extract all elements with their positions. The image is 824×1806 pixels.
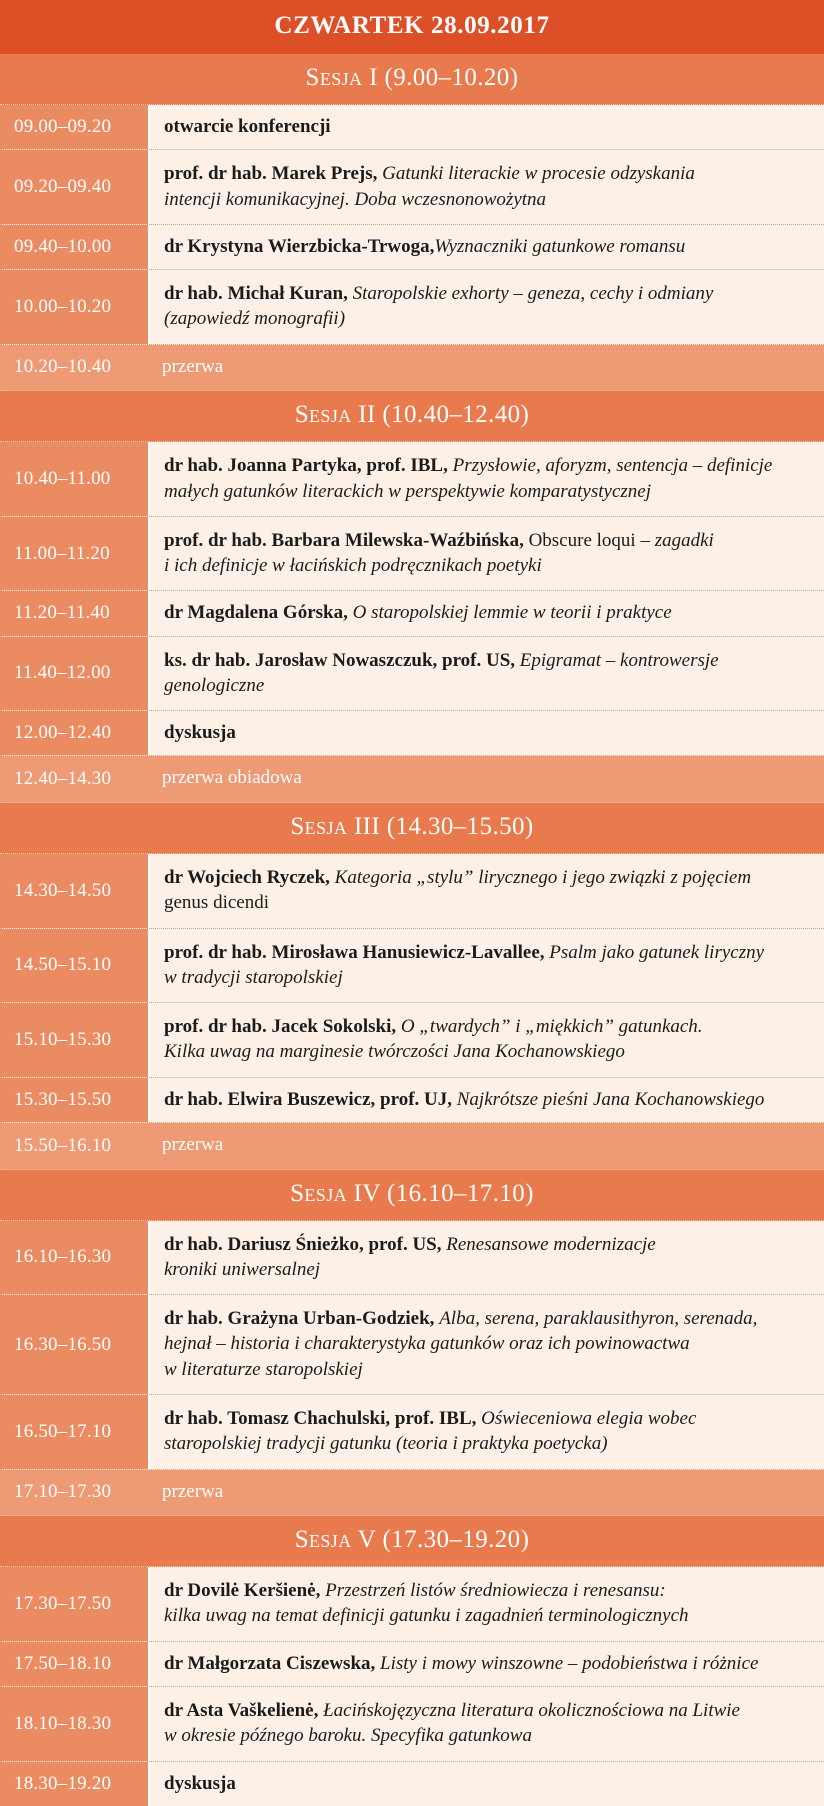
talk-title: Alba, serena, paraklausithyron, serenada, [439,1308,758,1330]
row-text-line [164,1306,808,1331]
row-time: 17.30–17.50 [0,1567,148,1641]
talk-title-roman: Obscure loqui [528,529,641,551]
row-content [148,929,824,1003]
break-row [0,756,824,803]
talk-title: – zagadki [640,529,714,551]
row-text-line [164,720,808,745]
talk-title: O „twardych” i „miękkich” gatunkach. [400,1016,703,1038]
row-text-line [164,673,808,698]
row-time: 16.30–16.50 [0,1295,148,1394]
row-time: 18.30–19.20 [0,1762,148,1806]
row-time: 09.20–09.40 [0,150,148,224]
row-text-line [164,453,808,478]
schedule-row [0,1003,824,1078]
speaker-name: dr hab. Michał Kuran, [164,283,353,305]
row-text-line [164,479,808,504]
row-text-line [164,1087,808,1112]
speaker-name: dr Wojciech Ryczek, [164,867,335,889]
break-time: 15.50–16.10 [14,1134,112,1156]
row-text-line [164,528,808,553]
talk-title: staropolskiej tradycji gatunku (teoria i praktyka poetycka) [164,1433,608,1455]
schedule-row [0,1395,824,1470]
row-text-line [164,965,808,990]
break-time: 10.20–10.40 [14,356,112,378]
schedule-row [0,225,824,270]
speaker-name: dyskusja [164,1772,236,1794]
row-text-line [164,1603,808,1628]
schedule-row [0,517,824,592]
talk-title: Kilka uwag na marginesie twórczości Jana Kochanowskiego [164,1041,625,1063]
row-text-line [164,553,808,578]
speaker-name: dr hab. Tomasz Chachulski, prof. IBL, [164,1407,482,1429]
schedule-row [0,1687,824,1762]
row-time: 11.20–11.40 [0,591,148,635]
talk-title: małych gatunków literackich w perspektywie komparatystycznej [164,480,652,502]
speaker-name: prof. dr hab. Mirosława Hanusiewicz-Lavallee, [164,941,550,963]
row-time: 17.50–18.10 [0,1642,148,1686]
speaker-name: ks. dr hab. Jarosław Nowaszczuk, prof. US, [164,649,520,671]
schedule-row [0,1078,824,1123]
talk-title: Najkrótsze pieśni Jana Kochanowskiego [456,1088,765,1110]
talk-title: hejnał – historia i charakterystyka gatunków oraz ich powinowactwa [164,1333,690,1355]
row-text-line [164,940,808,965]
schedule-row [0,1762,824,1806]
schedule-row [0,929,824,1004]
speaker-name: dr Dovilė Keršienė, [164,1580,326,1602]
row-content [148,270,824,344]
row-time: 10.40–11.00 [0,442,148,516]
session-header: Sesja V (17.30–19.20) [0,1516,824,1567]
schedule-row [0,1221,824,1296]
break-label: przerwa [162,355,224,377]
row-content [148,1567,824,1641]
row-text-line [164,234,808,259]
talk-title: Łacińskojęzyczna literatura okolicznościowa na Litwie [323,1699,740,1721]
row-time: 12.00–12.40 [0,711,148,755]
row-content [148,637,824,711]
row-content [148,105,824,149]
speaker-name: dyskusja [164,722,236,744]
row-text-line [164,865,808,890]
row-text-line [164,187,808,212]
row-content [148,517,824,591]
speaker-name: dr hab. Dariusz Śnieżko, prof. US, [164,1233,447,1255]
row-time: 10.00–10.20 [0,270,148,344]
schedule-row [0,270,824,345]
speaker-name: dr Krystyna Wierzbicka-Trwoga, [164,235,435,257]
row-text-line [164,161,808,186]
talk-title: Przestrzeń listów średniowiecza i renesansu: [325,1580,666,1602]
speaker-name: prof. dr hab. Jacek Sokolski, [164,1016,401,1038]
row-time: 15.30–15.50 [0,1078,148,1122]
break-time: 12.40–14.30 [14,768,112,790]
speaker-name: dr hab. Grażyna Urban-Godziek, [164,1308,440,1330]
row-time: 14.50–15.10 [0,929,148,1003]
row-content [148,150,824,224]
row-text-line [164,1232,808,1257]
row-time: 11.40–12.00 [0,637,148,711]
speaker-name: dr hab. Elwira Buszewicz, prof. UJ, [164,1088,457,1110]
schedule-row [0,1567,824,1642]
talk-title: w literaturze staropolskiej [164,1358,363,1380]
row-content [148,1078,824,1122]
talk-title: w tradycji staropolskiej [164,966,343,988]
row-time: 09.00–09.20 [0,105,148,149]
speaker-name: dr hab. Joanna Partyka, prof. IBL, [164,455,453,477]
talk-title: Oświeceniowa elegia wobec [481,1407,697,1429]
break-label: przerwa [162,1480,224,1502]
row-time: 16.50–17.10 [0,1395,148,1469]
row-text-line [164,600,808,625]
row-text-line [164,648,808,673]
speaker-name: dr Magdalena Górska, [164,602,353,624]
talk-title: (zapowiedź monografii) [164,308,346,330]
row-text-line [164,281,808,306]
row-content [148,1003,824,1077]
talk-title: intencji komunikacyjnej. Doba wczesnonowożytna [164,188,547,210]
schedule-row [0,591,824,636]
talk-title: Listy i mowy winszowne – podobieństwa i różnice [380,1652,759,1674]
row-time: 09.40–10.00 [0,225,148,269]
schedule-row [0,150,824,225]
schedule-row [0,1295,824,1395]
talk-title: Kategoria „stylu” lirycznego i jego związki z pojęciem [334,867,752,889]
row-text-line [164,1771,808,1796]
row-text-line [164,1357,808,1382]
talk-title: Psalm jako gatunek liryczny [549,941,765,963]
talk-title: w okresie późnego baroku. Specyfika gatunkowa [164,1725,532,1747]
sessions-container [0,54,824,1806]
row-text-line [164,1723,808,1748]
row-time: 15.10–15.30 [0,1003,148,1077]
row-content [148,442,824,516]
row-content [148,591,824,635]
schedule-row [0,105,824,150]
speaker-name: otwarcie konferencji [164,116,331,137]
session-header: Sesja I (9.00–10.20) [0,54,824,105]
break-row [0,345,824,392]
speaker-name: prof. dr hab. Barbara Milewska-Waźbińska, [164,529,529,551]
row-content [148,1762,824,1806]
talk-title: kilka uwag na temat definicji gatunku i zagadnień terminologicznych [164,1605,689,1627]
session-header: Sesja III (14.30–15.50) [0,803,824,854]
break-row [0,1470,824,1517]
row-time: 18.10–18.30 [0,1687,148,1761]
schedule-row [0,442,824,517]
row-text-line [164,306,808,331]
row-content [148,711,824,755]
break-label: przerwa [162,1133,224,1155]
schedule-row [0,637,824,712]
row-content [148,1295,824,1394]
row-text-line [164,1406,808,1431]
talk-title-roman: genus dicendi [164,892,270,914]
row-time: 11.00–11.20 [0,517,148,591]
row-text-line [164,114,808,139]
row-content [148,1395,824,1469]
row-time: 16.10–16.30 [0,1221,148,1295]
row-text-line [164,1257,808,1282]
talk-title: Gatunki literackie w procesie odzyskania [382,163,695,185]
talk-title: O staropolskiej lemmie w teorii i praktyce [352,602,672,624]
row-text-line [164,1039,808,1064]
row-time: 14.30–14.50 [0,854,148,928]
talk-title: Renesansowe modernizacje [446,1233,656,1255]
row-text-line [164,1651,808,1676]
schedule-row [0,854,824,929]
row-text-line [164,1698,808,1723]
session-header: Sesja IV (16.10–17.10) [0,1170,824,1221]
speaker-name: prof. dr hab. Marek Prejs, [164,163,383,185]
talk-title: i ich definicje w łacińskich podręcznikach poetyki [164,555,542,577]
talk-title: Staropolskie exhorty – geneza, cechy i odmiany [352,283,714,305]
row-content [148,854,824,928]
row-content [148,1221,824,1295]
talk-title: Wyznaczniki gatunkowe romansu [434,235,686,257]
speaker-name: dr Małgorzata Ciszewska, [164,1652,381,1674]
row-content [148,1642,824,1686]
break-row [0,1123,824,1170]
schedule-row [0,711,824,756]
break-time: 17.10–17.30 [14,1481,112,1503]
row-content [148,1687,824,1761]
break-label: przerwa obiadowa [162,767,302,789]
talk-title: genologiczne [164,674,265,696]
row-text-line [164,1331,808,1356]
talk-title: Przysłowie, aforyzm, sentencja – definicje [452,455,773,477]
row-text-line [164,1014,808,1039]
talk-title: kroniki uniwersalnej [164,1258,321,1280]
day-title: CZWARTEK 28.09.2017 [0,0,824,54]
row-text-line [164,1578,808,1603]
talk-title: Epigramat – kontrowersje [519,649,719,671]
speaker-name: dr Asta Vaškelienė, [164,1699,324,1721]
row-text-line [164,890,808,915]
row-content [148,225,824,269]
session-header: Sesja II (10.40–12.40) [0,391,824,442]
row-text-line [164,1431,808,1456]
schedule-row [0,1642,824,1687]
